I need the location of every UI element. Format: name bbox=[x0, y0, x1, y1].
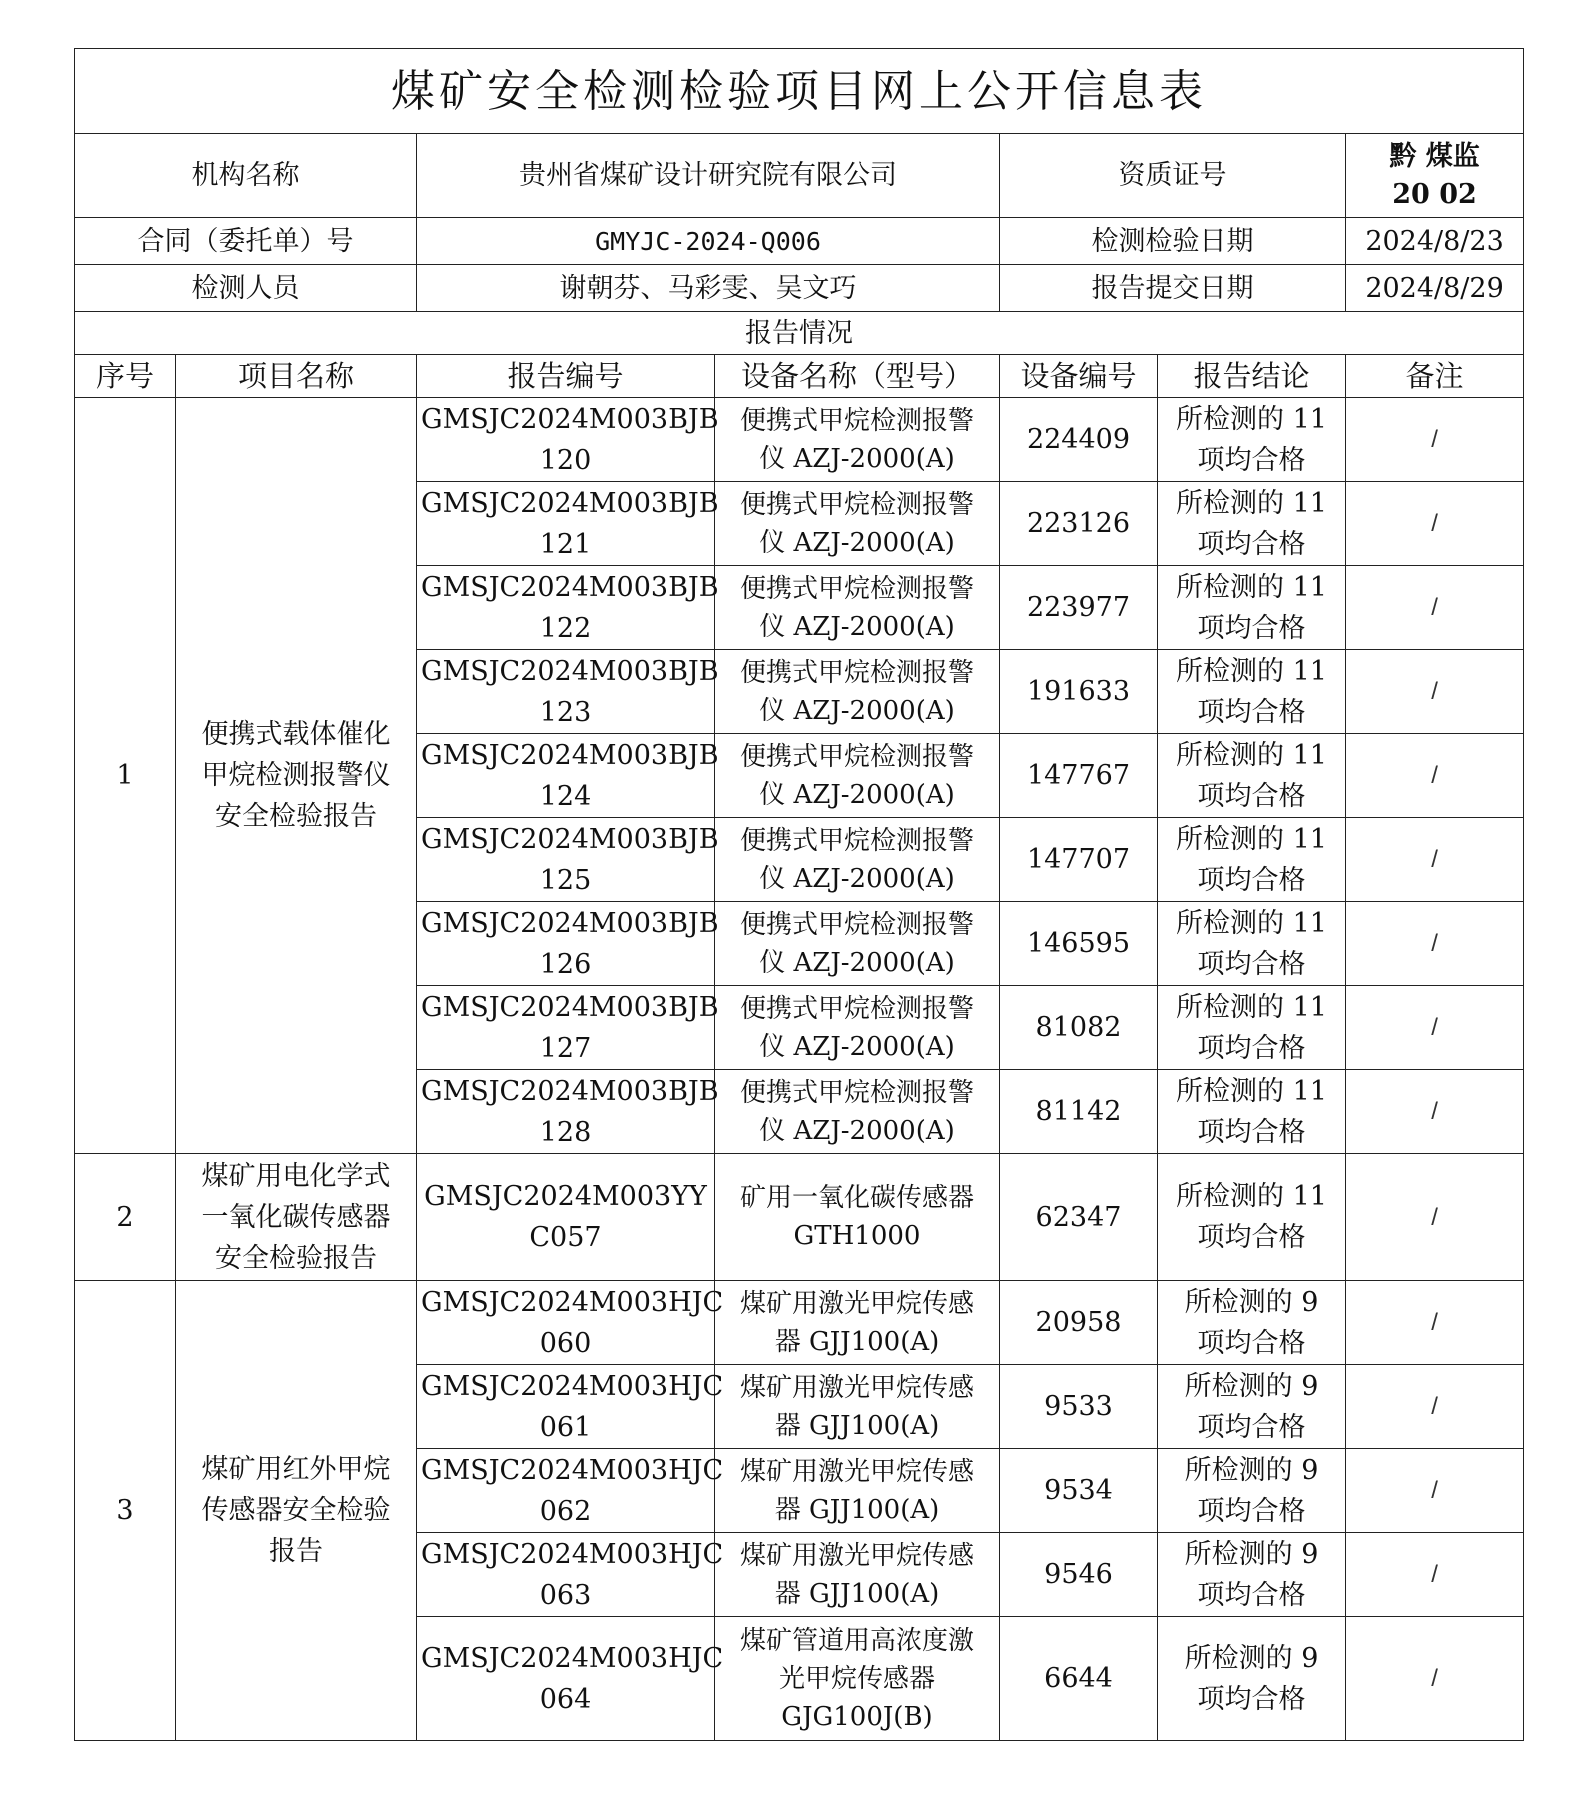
device-name: 煤矿用激光甲烷传感 器 GJJ100(A) bbox=[715, 1365, 1000, 1449]
cert-value: 黔 煤监 20 02 bbox=[1346, 134, 1524, 218]
report-number: GMSJC2024M003HJC 062 bbox=[417, 1449, 715, 1533]
report-conclusion: 所检测的 11 项均合格 bbox=[1158, 734, 1346, 818]
device-name: 便携式甲烷检测报警 仪 AZJ-2000(A) bbox=[715, 650, 1000, 734]
device-serial: 6644 bbox=[1000, 1617, 1158, 1741]
column-header: 项目名称 bbox=[176, 355, 417, 398]
report-number: GMSJC2024M003BJB 122 bbox=[417, 566, 715, 650]
device-name: 便携式甲烷检测报警 仪 AZJ-2000(A) bbox=[715, 986, 1000, 1070]
device-serial: 146595 bbox=[1000, 902, 1158, 986]
device-name: 便携式甲烷检测报警 仪 AZJ-2000(A) bbox=[715, 482, 1000, 566]
report-number: GMSJC2024M003HJC 061 bbox=[417, 1365, 715, 1449]
row-number: 3 bbox=[75, 1281, 176, 1741]
remark: / bbox=[1346, 1617, 1524, 1741]
test-date-value: 2024/8/23 bbox=[1346, 218, 1524, 265]
report-number: GMSJC2024M003BJB 120 bbox=[417, 398, 715, 482]
remark: / bbox=[1346, 1533, 1524, 1617]
remark: / bbox=[1346, 482, 1524, 566]
submit-date-label: 报告提交日期 bbox=[1000, 265, 1346, 312]
column-header: 设备编号 bbox=[1000, 355, 1158, 398]
row-number: 2 bbox=[75, 1154, 176, 1281]
device-name: 便携式甲烷检测报警 仪 AZJ-2000(A) bbox=[715, 1070, 1000, 1154]
report-number: GMSJC2024M003BJB 125 bbox=[417, 818, 715, 902]
report-conclusion: 所检测的 9 项均合格 bbox=[1158, 1281, 1346, 1365]
info-table bbox=[74, 48, 1524, 1741]
report-conclusion: 所检测的 11 项均合格 bbox=[1158, 1070, 1346, 1154]
page-title: 煤矿安全检测检验项目网上公开信息表 bbox=[75, 49, 1524, 134]
device-name: 煤矿用激光甲烷传感 器 GJJ100(A) bbox=[715, 1281, 1000, 1365]
column-header: 序号 bbox=[75, 355, 176, 398]
submit-date-value: 2024/8/29 bbox=[1346, 265, 1524, 312]
device-name: 便携式甲烷检测报警 仪 AZJ-2000(A) bbox=[715, 818, 1000, 902]
device-name: 便携式甲烷检测报警 仪 AZJ-2000(A) bbox=[715, 566, 1000, 650]
device-name: 煤矿用激光甲烷传感 器 GJJ100(A) bbox=[715, 1449, 1000, 1533]
remark: / bbox=[1346, 1154, 1524, 1281]
device-serial: 223126 bbox=[1000, 482, 1158, 566]
device-serial: 9546 bbox=[1000, 1533, 1158, 1617]
report-conclusion: 所检测的 11 项均合格 bbox=[1158, 818, 1346, 902]
report-number: GMSJC2024M003BJB 121 bbox=[417, 482, 715, 566]
device-name: 便携式甲烷检测报警 仪 AZJ-2000(A) bbox=[715, 398, 1000, 482]
report-number: GMSJC2024M003YY C057 bbox=[417, 1154, 715, 1281]
report-conclusion: 所检测的 11 项均合格 bbox=[1158, 986, 1346, 1070]
report-conclusion: 所检测的 9 项均合格 bbox=[1158, 1617, 1346, 1741]
remark: / bbox=[1346, 566, 1524, 650]
remark: / bbox=[1346, 398, 1524, 482]
test-date-label: 检测检验日期 bbox=[1000, 218, 1346, 265]
device-serial: 223977 bbox=[1000, 566, 1158, 650]
report-number: GMSJC2024M003BJB 127 bbox=[417, 986, 715, 1070]
report-conclusion: 所检测的 9 项均合格 bbox=[1158, 1533, 1346, 1617]
device-serial: 147707 bbox=[1000, 818, 1158, 902]
device-name: 便携式甲烷检测报警 仪 AZJ-2000(A) bbox=[715, 902, 1000, 986]
report-conclusion: 所检测的 9 项均合格 bbox=[1158, 1365, 1346, 1449]
column-header: 备注 bbox=[1346, 355, 1524, 398]
column-header: 设备名称（型号） bbox=[715, 355, 1000, 398]
device-serial: 147767 bbox=[1000, 734, 1158, 818]
remark: / bbox=[1346, 1365, 1524, 1449]
row-number: 1 bbox=[75, 398, 176, 1154]
cert-label: 资质证号 bbox=[1000, 134, 1346, 218]
report-number: GMSJC2024M003HJC 060 bbox=[417, 1281, 715, 1365]
remark: / bbox=[1346, 1070, 1524, 1154]
device-serial: 224409 bbox=[1000, 398, 1158, 482]
remark: / bbox=[1346, 902, 1524, 986]
remark: / bbox=[1346, 1449, 1524, 1533]
project-name: 煤矿用电化学式 一氧化碳传感器 安全检验报告 bbox=[176, 1154, 417, 1281]
staff-value: 谢朝芬、马彩雯、吴文巧 bbox=[417, 265, 1000, 312]
device-name: 便携式甲烷检测报警 仪 AZJ-2000(A) bbox=[715, 734, 1000, 818]
report-conclusion: 所检测的 11 项均合格 bbox=[1158, 902, 1346, 986]
org-value: 贵州省煤矿设计研究院有限公司 bbox=[417, 134, 1000, 218]
remark: / bbox=[1346, 818, 1524, 902]
column-header: 报告结论 bbox=[1158, 355, 1346, 398]
remark: / bbox=[1346, 986, 1524, 1070]
device-name: 煤矿用激光甲烷传感 器 GJJ100(A) bbox=[715, 1533, 1000, 1617]
remark: / bbox=[1346, 1281, 1524, 1365]
device-serial: 191633 bbox=[1000, 650, 1158, 734]
remark: / bbox=[1346, 734, 1524, 818]
project-name: 便携式载体催化 甲烷检测报警仪 安全检验报告 bbox=[176, 398, 417, 1154]
device-serial: 81142 bbox=[1000, 1070, 1158, 1154]
table-row bbox=[75, 1154, 1524, 1281]
report-conclusion: 所检测的 11 项均合格 bbox=[1158, 1154, 1346, 1281]
report-number: GMSJC2024M003BJB 123 bbox=[417, 650, 715, 734]
device-serial: 81082 bbox=[1000, 986, 1158, 1070]
report-conclusion: 所检测的 11 项均合格 bbox=[1158, 482, 1346, 566]
device-serial: 62347 bbox=[1000, 1154, 1158, 1281]
project-name: 煤矿用红外甲烷 传感器安全检验 报告 bbox=[176, 1281, 417, 1741]
table-row bbox=[75, 1281, 1524, 1365]
org-label: 机构名称 bbox=[75, 134, 417, 218]
section-title: 报告情况 bbox=[75, 312, 1524, 355]
report-conclusion: 所检测的 11 项均合格 bbox=[1158, 650, 1346, 734]
report-number: GMSJC2024M003HJC 063 bbox=[417, 1533, 715, 1617]
contract-value: GMYJC-2024-Q006 bbox=[417, 218, 1000, 265]
device-name: 矿用一氧化碳传感器 GTH1000 bbox=[715, 1154, 1000, 1281]
report-conclusion: 所检测的 11 项均合格 bbox=[1158, 398, 1346, 482]
report-conclusion: 所检测的 9 项均合格 bbox=[1158, 1449, 1346, 1533]
device-serial: 9533 bbox=[1000, 1365, 1158, 1449]
device-serial: 20958 bbox=[1000, 1281, 1158, 1365]
report-number: GMSJC2024M003HJC 064 bbox=[417, 1617, 715, 1741]
remark: / bbox=[1346, 650, 1524, 734]
table-row bbox=[75, 398, 1524, 482]
report-conclusion: 所检测的 11 项均合格 bbox=[1158, 566, 1346, 650]
report-number: GMSJC2024M003BJB 124 bbox=[417, 734, 715, 818]
device-serial: 9534 bbox=[1000, 1449, 1158, 1533]
contract-label: 合同（委托单）号 bbox=[75, 218, 417, 265]
report-number: GMSJC2024M003BJB 126 bbox=[417, 902, 715, 986]
staff-label: 检测人员 bbox=[75, 265, 417, 312]
device-name: 煤矿管道用高浓度激 光甲烷传感器 GJG100J(B) bbox=[715, 1617, 1000, 1741]
column-header: 报告编号 bbox=[417, 355, 715, 398]
report-number: GMSJC2024M003BJB 128 bbox=[417, 1070, 715, 1154]
